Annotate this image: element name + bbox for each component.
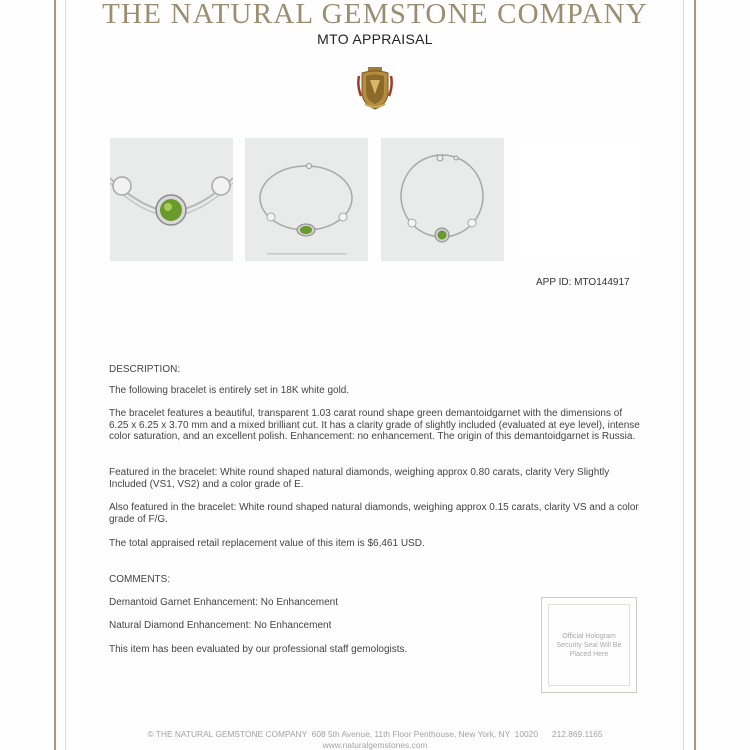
description-paragraph: Also featured in the bracelet: White round shaped natural diamonds, weighing approx 0.15 carats, clarity VS and a color grade of F/G.: [109, 502, 639, 525]
bracelet-full-view-photo[interactable]: [245, 138, 368, 261]
bracelet-closeup-photo[interactable]: [110, 138, 233, 261]
footer-website-link[interactable]: www.naturalgemstones.com: [322, 740, 428, 750]
appraised-value: The total appraised retail replacement value of this item is $6,461 USD.: [109, 538, 425, 549]
page-border-left-outer: [54, 0, 56, 750]
hologram-seal-placeholder: [541, 597, 637, 693]
seal-inner-frame: [548, 604, 630, 686]
comment-line: This item has been evaluated by our professional staff gemologists.: [109, 644, 408, 655]
bracelet-round-icon: [381, 138, 504, 261]
description-paragraph: The following bracelet is entirely set in 18K white gold.: [109, 385, 350, 396]
app-id: APP ID: MTO144917: [536, 277, 630, 288]
comment-line: Natural Diamond Enhancement: No Enhancement: [109, 620, 332, 631]
page-border-right-inner: [683, 0, 684, 750]
page-border-left-inner: [65, 0, 66, 750]
crest-logo-icon: [357, 66, 393, 110]
description-paragraph: The bracelet features a beautiful, transparent 1.03 carat round shape green demantoidgarnet with the dimensions of 6.25 x 6.25 x 3.70 mm and a mixed brilliant cut. It has a clarity grade of slightly included (evaluated at eye level), intense color saturation, and an excellent polish. Enhancement: no enhancement. The origin of this demantoidgarnet is Russia.: [109, 408, 640, 443]
footer-address: © THE NATURAL GEMSTONE COMPANY 608 5th Avenue, 11th Floor Penthouse, New York, NY 10020 212.869.1165: [147, 729, 603, 739]
description-paragraph: Featured in the bracelet: White round shaped natural diamonds, weighing approx 0.80 carats, clarity Very Slightly Included (VS1, VS2) and a color grade of E.: [109, 467, 610, 490]
description-heading: DESCRIPTION:: [109, 364, 181, 375]
bracelet-closeup-icon: [110, 138, 233, 261]
page-border-right-outer: [694, 0, 696, 750]
seal-text: Official Hologram Security Seal Will Be Placed Here: [556, 632, 622, 658]
comment-line: Demantoid Garnet Enhancement: No Enhancement: [109, 597, 339, 608]
document-title: MTO APPRAISAL: [317, 31, 433, 47]
bracelet-oval-icon: [245, 138, 368, 261]
blank-photo-slot: [517, 138, 640, 261]
comments-heading: COMMENTS:: [109, 574, 171, 585]
company-name: THE NATURAL GEMSTONE COMPANY: [102, 0, 648, 30]
bracelet-top-view-photo[interactable]: [381, 138, 504, 261]
